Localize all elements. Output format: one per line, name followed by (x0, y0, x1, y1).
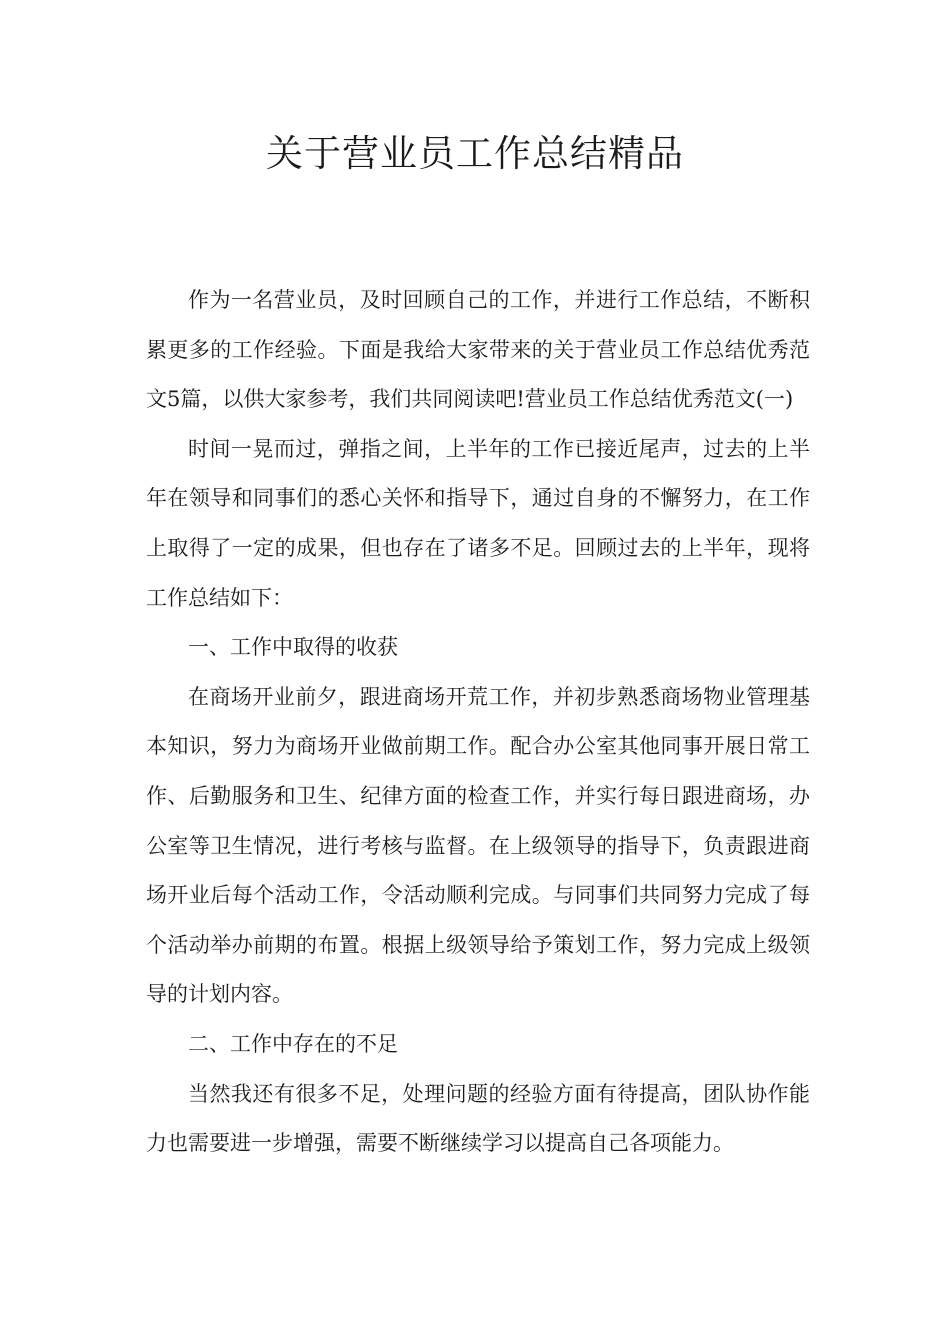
summary-paragraph: 时间一晃而过，弹指之间，上半年的工作已接近尾声，过去的上半年在领导和同事们的悉心关怀和指导下，通过自身的不懈努力，在工作上取得了一定的成果，但也存在了诸多不足。回顾过去的上半年，现将工作总结如下： (146, 436, 810, 610)
section-heading-shortcomings: 二、工作中存在的不足 (188, 1031, 398, 1056)
shortcomings-paragraph: 当然我还有很多不足，处理问题的经验方面有待提高，团队协作能力也需要进一步增强，需要不断继续学习以提高自己各项能力。 (146, 1081, 810, 1156)
document-body (146, 276, 810, 1169)
intro-paragraph: 作为一名营业员，及时回顾自己的工作，并进行工作总结，不断积累更多的工作经验。下面是我给大家带来的关于营业员工作总结优秀范文5篇，以供大家参考，我们共同阅读吧!营业员工作总结优秀范文(一) (146, 288, 810, 412)
achievements-paragraph: 在商场开业前夕，跟进商场开荒工作，并初步熟悉商场物业管理基本知识，努力为商场开业做前期工作。配合办公室其他同事开展日常工作、后勤服务和卫生、纪律方面的检查工作，并实行每日跟进商场，办公室等卫生情况，进行考核与监督。在上级领导的指导下，负责跟进商场开业后每个活动工作，令活动顺利完成。与同事们共同努力完成了每个活动举办前期的布置。根据上级领导给予策划工作，努力完成上级领导的计划内容。 (146, 684, 810, 1007)
document-title: 关于营业员工作总结精品 (266, 132, 684, 175)
section-heading-achievements: 一、工作中取得的收获 (188, 635, 398, 660)
